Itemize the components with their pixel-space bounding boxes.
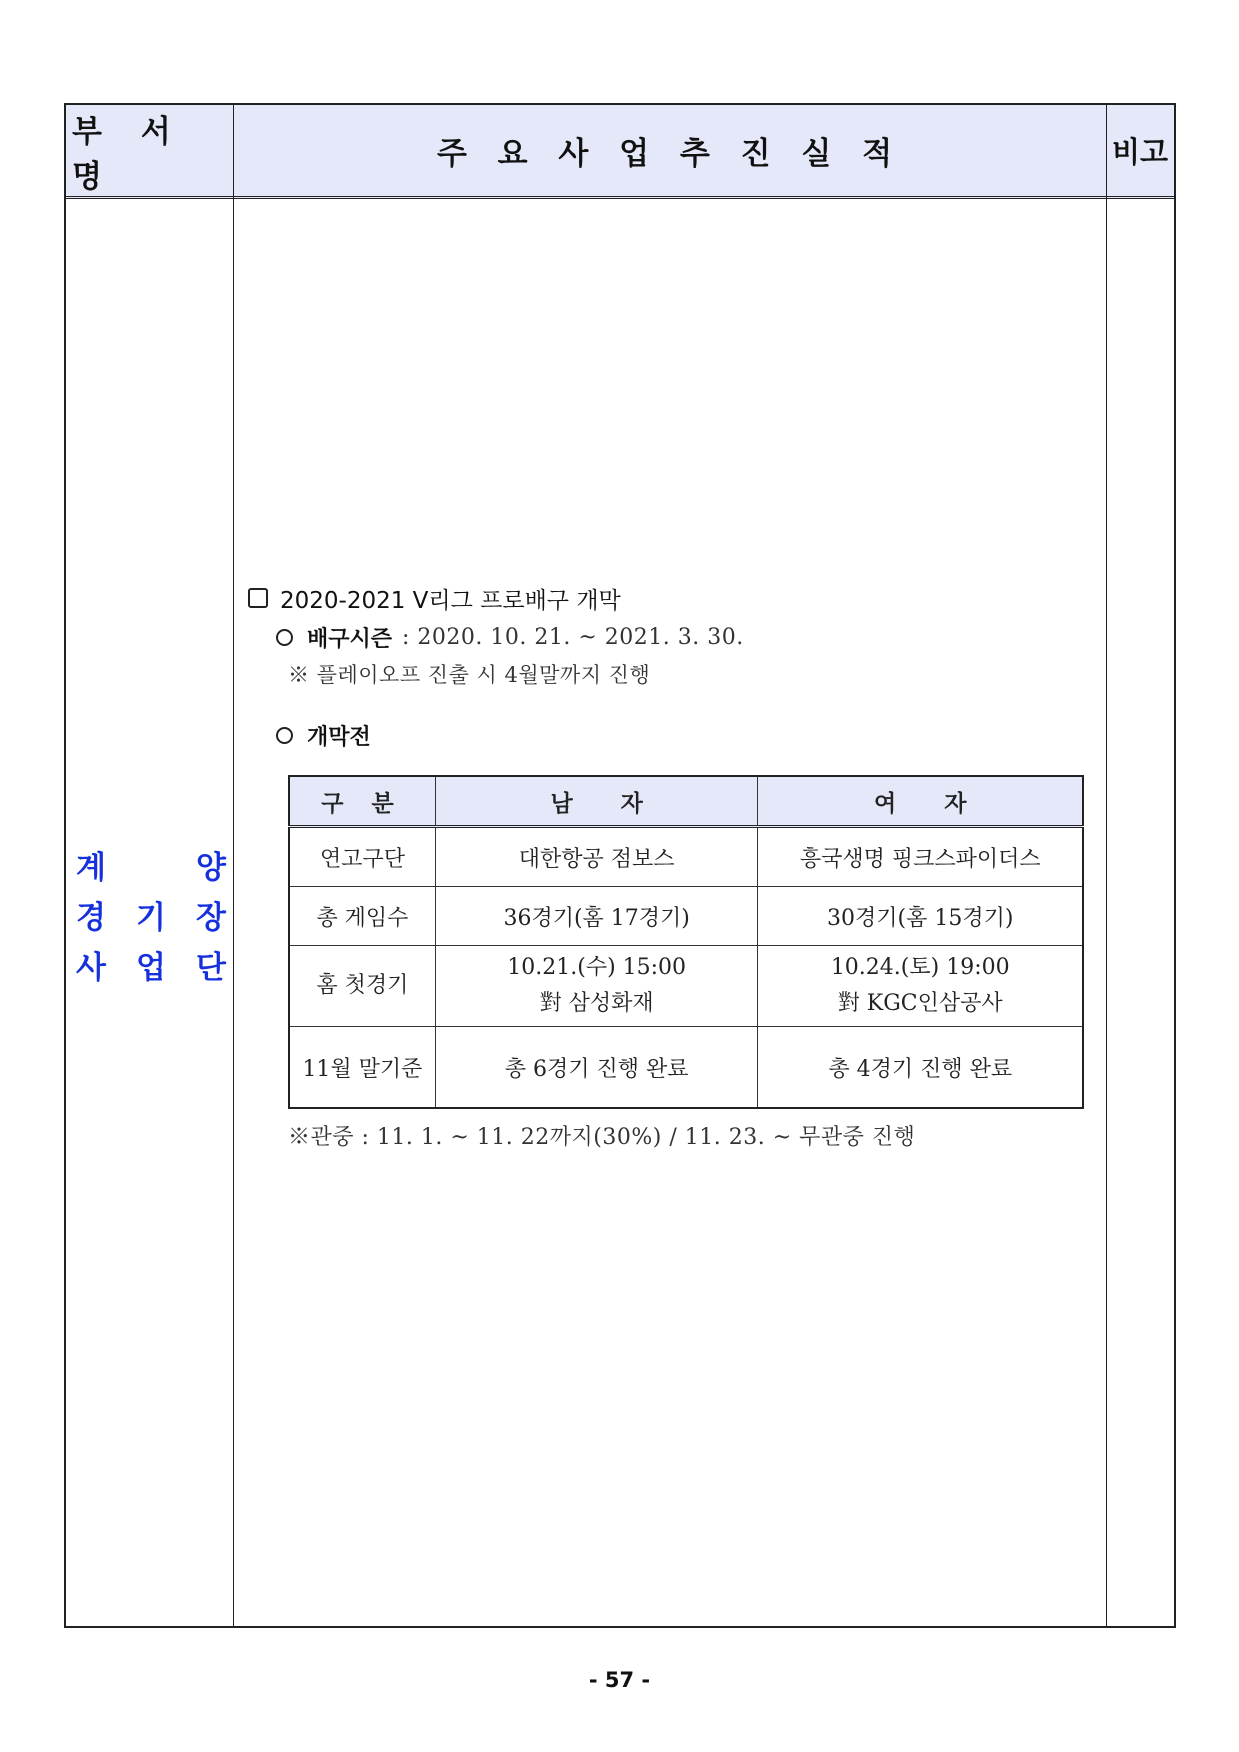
cell-male-line-2: 對 삼성화재 (539, 991, 654, 1016)
cell-male (435, 946, 758, 1027)
opening-label: 개막전 (307, 724, 371, 750)
department-line-1 (76, 843, 226, 893)
cell-male: 대한항공 점보스 (435, 827, 758, 887)
department-char: 경 (76, 900, 106, 936)
row-label: 연고구단 (289, 827, 435, 887)
department-char: 장 (196, 900, 226, 936)
department-char: 양 (196, 850, 226, 886)
row-label: 총 게임수 (289, 887, 435, 946)
cell-male: 36경기(홈 17경기) (435, 887, 758, 946)
checkbox-square-icon (248, 588, 268, 608)
header-note-label: 비고 (1111, 135, 1169, 169)
department-char: 계 (76, 850, 106, 886)
main-content (248, 578, 1108, 754)
header-main-label: 주 요 사 업 추 진 실 적 (436, 136, 903, 172)
column-header-category: 구 분 (289, 776, 435, 827)
cell-female: 흥국생명 핑크스파이더스 (758, 827, 1083, 887)
department-char: 사 (76, 950, 106, 986)
column-header-male: 남 자 (435, 776, 758, 827)
header-dept-label: 부 서 명 (72, 113, 185, 195)
season-note: ※ 플레이오프 진출 시 4월말까지 진행 (288, 663, 651, 687)
cell-female (758, 946, 1083, 1027)
cell-male-line-1: 10.21.(수) 15:00 (507, 955, 687, 980)
row-label: 홈 첫경기 (289, 946, 435, 1027)
opening-table-wrapper (288, 775, 1084, 1109)
season-value: : 2020. 10. 21. ~ 2021. 3. 30. (402, 624, 744, 650)
department-name (76, 843, 226, 993)
opening-table (288, 775, 1084, 1109)
department-char: 단 (196, 950, 226, 986)
cell-female-line-2: 對 KGC인삼공사 (837, 991, 1003, 1016)
season-label: 배구시즌 (307, 626, 393, 652)
section-title (248, 578, 1108, 618)
department-line-2 (76, 893, 226, 943)
department-char: 업 (136, 950, 166, 986)
cell-female: 총 4경기 진행 완료 (758, 1027, 1083, 1109)
table-row (289, 827, 1083, 887)
page-number: - 57 - (588, 1668, 651, 1692)
column-header-female: 여 자 (758, 776, 1083, 827)
column-divider-note (1106, 105, 1107, 1626)
season-bullet (276, 618, 1108, 656)
circle-bullet-icon (276, 629, 293, 646)
column-divider-dept (233, 105, 234, 1626)
table-row (289, 1027, 1083, 1109)
department-char: 기 (136, 900, 166, 936)
cell-female: 30경기(홈 15경기) (758, 887, 1083, 946)
opening-bullet (276, 716, 1108, 754)
audience-note: ※관중 : 11. 1. ~ 11. 22까지(30%) / 11. 23. ~ 무관중 진행 (288, 1125, 916, 1150)
table-header-row (289, 776, 1083, 827)
row-label: 11월 말기준 (289, 1027, 435, 1109)
department-line-3 (76, 943, 226, 993)
circle-bullet-icon (276, 727, 293, 744)
section-title-text: 2020-2021 V리그 프로배구 개막 (280, 587, 621, 614)
table-row (289, 946, 1083, 1027)
cell-male: 총 6경기 진행 완료 (435, 1027, 758, 1109)
cell-female-line-1: 10.24.(토) 19:00 (830, 955, 1010, 980)
table-row (289, 887, 1083, 946)
